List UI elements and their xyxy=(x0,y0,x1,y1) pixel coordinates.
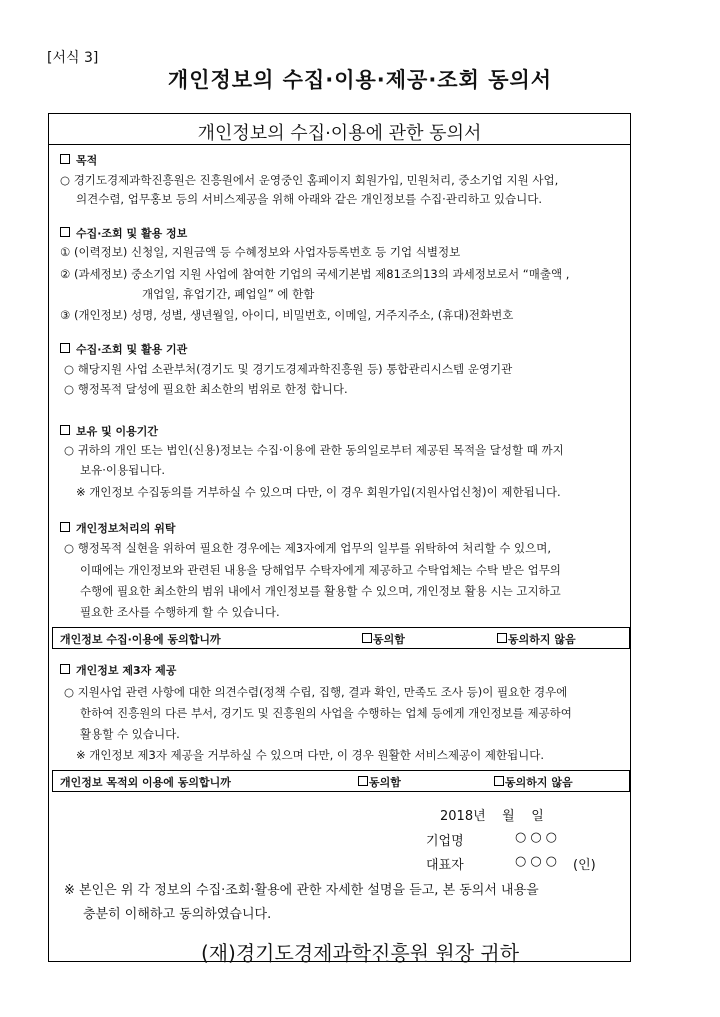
purpose-line-1: ○ 경기도경제과학진흥원은 진흥원에서 운영중인 홈페이지 회원가입, 민원처리, 중소기업 지원 사업, xyxy=(60,173,559,187)
third-party-line-1: ○ 지원사업 관련 사항에 대한 의견수렴(정책 수립, 집행, 결과 확인, 만족도 조사 등)이 필요한 경우에 xyxy=(64,685,568,699)
company-value: ○○○ xyxy=(515,830,562,845)
checkbox-icon[interactable] xyxy=(494,776,504,786)
square-bullet-icon xyxy=(60,664,70,674)
consent-collection-disagree-option[interactable]: 동의하지 않음 xyxy=(497,631,576,647)
info-line-2: ② (과세정보) 중소기업 지원 사업에 참여한 기업의 국세기본법 제81조의13의 과세정보로서 “매출액 , xyxy=(60,267,570,281)
closing-addressee: (재)경기도경제과학진흥원 원장 귀하 xyxy=(200,941,520,965)
company-label: 기업명 xyxy=(426,834,464,849)
third-party-line-4: ※ 개인정보 제3자 제공을 거부하실 수 있으며 다만, 이 경우 원활한 서비스제공이 제한됩니다. xyxy=(76,748,545,762)
consent-question-other-use: 개인정보 목적외 이용에 동의합니까 xyxy=(60,776,231,789)
section-heading-entrust: 개인정보처리의 위탁 xyxy=(60,520,175,536)
entrust-line-4: 필요한 조사를 수행하게 할 수 있습니다. xyxy=(80,605,280,619)
checkbox-icon[interactable] xyxy=(362,633,372,643)
square-bullet-icon xyxy=(60,154,70,164)
retention-line-1: ○ 귀하의 개인 또는 법인(신용)정보는 수집·이용에 관한 동의일로부터 제공된 목적을 달성할 때 까지 xyxy=(64,443,564,457)
consent-question-collection: 개인정보 수집·이용에 동의합니까 xyxy=(60,633,221,646)
info-line-3: 개업일, 휴업기간, 폐업일” 에 한함 xyxy=(142,287,315,301)
square-bullet-icon xyxy=(60,227,70,237)
form-number: [서식 3] xyxy=(47,50,99,66)
confirm-line-2: 충분히 이해하고 동의하였습니다. xyxy=(83,907,272,922)
representative-label: 대표자 xyxy=(426,858,464,873)
confirm-line-1: ※ 본인은 위 각 정보의 수집·조회·활용에 관한 자세한 설명을 듣고, 본 동의서 내용을 xyxy=(64,883,539,898)
consent-other-use-agree-option[interactable]: 동의함 xyxy=(358,774,401,790)
consent-other-use-disagree-option[interactable]: 동의하지 않음 xyxy=(494,774,573,790)
org-line-2: ○ 행정목적 달성에 필요한 최소한의 범위로 한정 합니다. xyxy=(64,382,348,396)
info-line-4: ③ (개인정보) 성명, 성별, 생년월일, 아이디, 비밀번호, 이메일, 거주지주소, (휴대)전화번호 xyxy=(60,308,514,322)
entrust-line-3: 수행에 필요한 최소한의 범위 내에서 개인정보를 활용할 수 있으며, 개인정보 활용 시는 고지하고 xyxy=(80,584,561,598)
consent-collection-agree-option[interactable]: 동의함 xyxy=(362,631,405,647)
section-heading-retention: 보유 및 이용기간 xyxy=(60,423,158,439)
square-bullet-icon xyxy=(60,425,70,435)
title-divider xyxy=(48,144,631,145)
retention-line-3: ※ 개인정보 수집동의를 거부하실 수 있으며 다만, 이 경우 회원가입(지원사업신청)이 제한됩니다. xyxy=(76,485,561,499)
square-bullet-icon xyxy=(60,522,70,532)
retention-line-2: 보유·이용됩니다. xyxy=(80,463,166,477)
representative-value: ○○○ xyxy=(515,854,562,869)
third-party-line-2: 한하여 진흥원의 다른 부서, 경기도 및 진흥원의 사업을 수행하는 업체 등에게 개인정보를 제공하여 xyxy=(80,706,572,720)
date-line: 2018년 월 일 xyxy=(440,809,544,824)
section-heading-org: 수집·조회 및 활용 기관 xyxy=(60,341,187,357)
checkbox-icon[interactable] xyxy=(497,633,507,643)
purpose-line-2: 의견수렴, 업무홍보 등의 서비스제공을 위해 아래와 같은 개인정보를 수집·관리하고 있습니다. xyxy=(76,192,543,206)
checkbox-icon[interactable] xyxy=(358,776,368,786)
box-title: 개인정보의 수집·이용에 관한 동의서 xyxy=(197,123,482,144)
square-bullet-icon xyxy=(60,343,70,353)
page-title: 개인정보의 수집·이용·제공·조회 동의서 xyxy=(167,68,553,92)
section-heading-info: 수집·조회 및 활용 정보 xyxy=(60,225,187,241)
org-line-1: ○ 해당지원 사업 소관부처(경기도 및 경기도경제과학진흥원 등) 통합관리시스템 운영기관 xyxy=(64,362,513,376)
info-line-1: ① (이력정보) 신청일, 지원금액 등 수혜정보와 사업자등록번호 등 기업 식별정보 xyxy=(60,245,461,259)
third-party-line-3: 활용할 수 있습니다. xyxy=(80,727,180,741)
section-heading-third-party: 개인정보 제3자 제공 xyxy=(60,662,176,678)
entrust-line-2: 이때에는 개인정보와 관련된 내용을 당해업무 수탁자에게 제공하고 수탁업체는 수탁 받은 업무의 xyxy=(80,563,561,577)
entrust-line-1: ○ 행정목적 실현을 위하여 필요한 경우에는 제3자에게 업무의 일부를 위탁하여 처리할 수 있으며, xyxy=(64,541,552,555)
section-heading-purpose: 목적 xyxy=(60,152,97,168)
seal-mark: (인) xyxy=(573,858,596,873)
